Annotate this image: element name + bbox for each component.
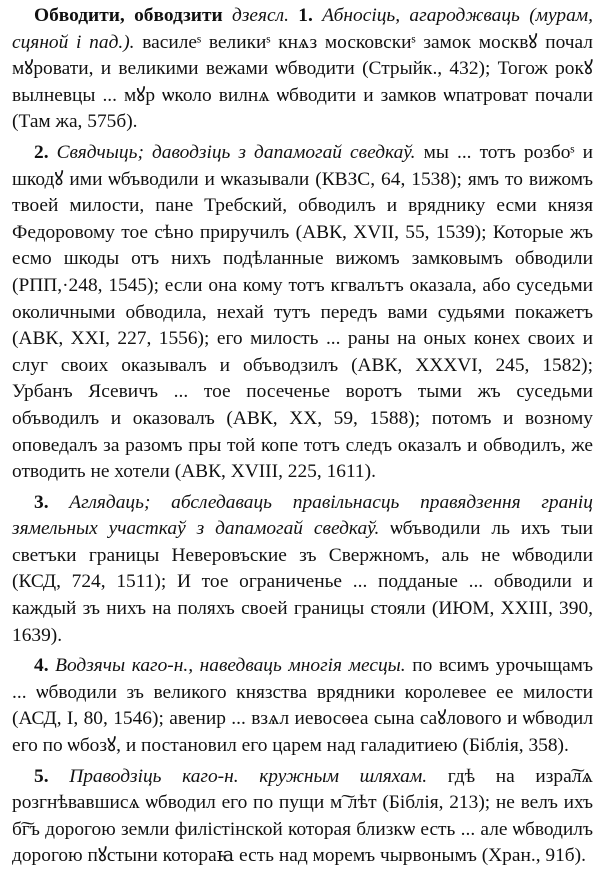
sense-citations: по всимъ урочыщамъ ... ѡбводили зъ великого князства врядники королевее ее милости (АСД, I, 80, 1546); авенир ... взѧл иевосѳеа сына саꙋлового и ѡбводил его по ѡбозꙋ, и постановил его царем над галадитиею (Біблія, 358). — [12, 655, 593, 757]
sense-definition: Водзячы каго-н., наведваць многія месцы. — [55, 655, 406, 677]
sense-number: 2. — [34, 141, 49, 163]
sense-citations: василеˢ великиˢ кнѧз московскиˢ замок москвꙋ почал мꙋровати, и великими вежами ѡбводити (Стрыйк., 432); Тогож рокꙋ вылневцы ... мꙋр ѡколо вилнѧ ѡбводити и замков ѡпатроват почали (Там жа, 575б). — [12, 31, 593, 133]
part-of-speech: дзеясл. — [232, 5, 289, 26]
sense-2-paragraph — [12, 140, 593, 486]
sense-citations: мы ... тотъ розбоˢ и шкодꙋ ими ѡбъводили и ѡказывали (КВЗС, 64, 1538); ямъ то вижомъ твоей милости, пане Требский, обводилъ и вряднику есми князя Федоровому тое сѣно приручилъ (АВК, XVII, 55, 1539); Которые жъ есмо шкоды отъ нихъ подѣланные вижомъ замковымъ обводили (РПП,·248, 1545); если она кому тотъ кгвалътъ оказала, або суседьми околичными обводила, нехай тутъ передъ вами судьями покажетъ (АВК, XXI, 227, 1556); его милость ... раны на оных конех своих и слуг своих оказывалъ и объводзилъ (АВК, XXXVI, 245, 1582); Урбанъ Ясевичъ ... тое посеченье воротъ тыми жъ суседьми объводилъ и оказовалъ (АВК, XX, 59, 1588); потомъ и возному оповедалъ за разомъ пры той копе тотъ следъ оказалъ и обводилъ, же отводить не хотели (АВК, XVIII, 225, 1611). — [12, 141, 593, 483]
sense-4-paragraph — [12, 653, 593, 759]
sense-citations: ѡбъводили ль ихъ тыи светъки границы Неверовъские зъ Свержномъ, аль не ѡбводили (КСД, 724, 1511); И тое ограниченье ... подданые ... обводили и каждый зъ нихъ на поляхъ своей границы стояли (ИЮМ, XXIII, 390, 1639). — [12, 518, 593, 646]
sense-citations: гдѣ на изра͠лѧ розгнѣвавшисѧ ѡбводил его по пущи м͠ лѣт (Біблія, 213); не велъ ихъ б͠гъ дорогою земли филістінской которая близкѡ есть ... але ѡбводилъ дорогою пꙋстыни котораꙗ есть над моремъ чырвонымъ (Хран., 91б). — [12, 765, 593, 867]
sense-number: 4. — [34, 655, 49, 677]
sense-number: 1. — [298, 5, 313, 26]
sense-3-paragraph — [12, 490, 593, 650]
sense-definition: Свядчыць; даводзіць з дапамогай сведкаў. — [56, 141, 416, 163]
headword: Обводити, обводзити — [34, 5, 223, 26]
sense-5-paragraph — [12, 764, 593, 870]
sense-definition: Абносіць, агароджваць (мурам, сцяной і пад.). — [12, 5, 593, 53]
sense-1-paragraph — [12, 0, 593, 136]
sense-definition: Аглядаць; абследаваць правільнасць правядзення граніц зямельных участкаў з дапамогай сведкаў. — [12, 491, 593, 540]
sense-definition: Праводзіць каго-н. кружным шляхам. — [69, 765, 428, 787]
sense-number: 3. — [34, 491, 49, 513]
sense-number: 5. — [34, 765, 49, 787]
